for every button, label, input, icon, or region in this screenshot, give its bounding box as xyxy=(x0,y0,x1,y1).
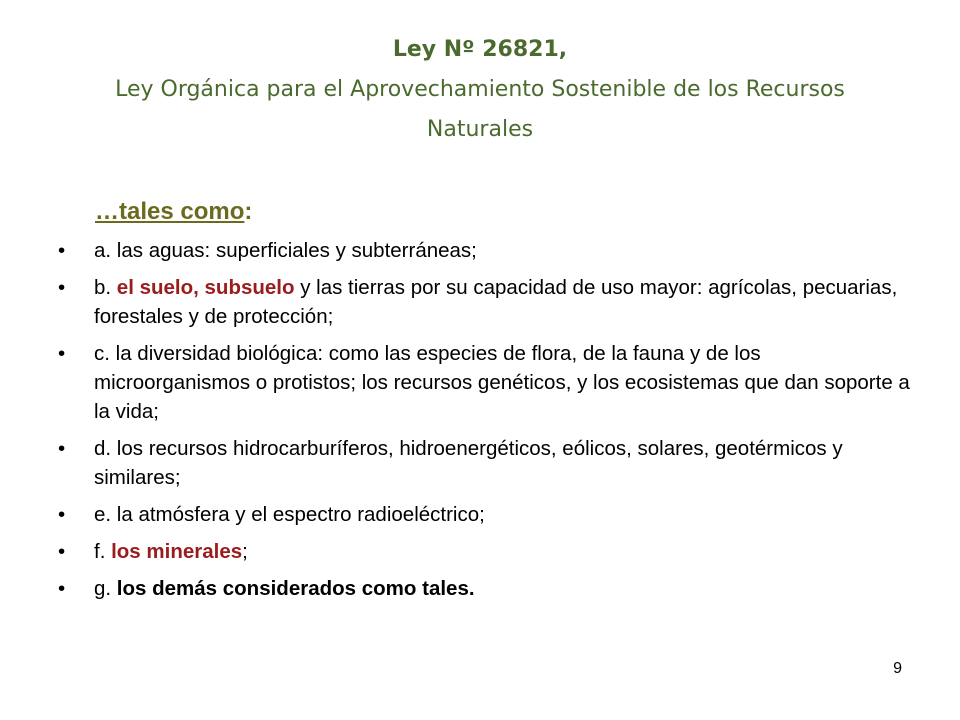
item-highlight: los minerales xyxy=(111,540,243,563)
list-item xyxy=(58,339,918,426)
subheading-text: …tales como xyxy=(95,198,245,225)
bullet-icon: • xyxy=(58,540,66,563)
list-item xyxy=(58,273,918,331)
item-highlight: el suelo, subsuelo xyxy=(116,276,295,299)
bullet-icon: • xyxy=(58,577,66,600)
item-text: d. los recursos hidrocarburíferos, hidroenergéticos, eólicos, solares, geotérmicos y similares; xyxy=(94,437,843,489)
item-prefix: f. xyxy=(94,540,112,563)
item-text: c. la diversidad biológica: como las especies de flora, de la fauna y de los microorganismos o protistos; los recursos genéticos, y los ecosistemas que dan soporte a la vida; xyxy=(94,342,910,423)
item-text: a. las aguas: superficiales y subterráneas; xyxy=(94,239,477,262)
subheading xyxy=(95,198,252,226)
list-item xyxy=(58,500,918,529)
item-prefix: b. xyxy=(94,276,117,299)
bullet-icon: • xyxy=(58,276,66,299)
item-text: e. la atmósfera y el espectro radioeléctrico; xyxy=(94,503,485,526)
subheading-colon: : xyxy=(244,198,253,225)
item-rest: y las tierras por su capacidad de uso mayor: agrícolas, pecuarias, forestales y de protección; xyxy=(94,276,898,328)
list-item xyxy=(58,537,918,566)
bullet-icon: • xyxy=(58,503,66,526)
item-bold: los demás considerados como tales. xyxy=(116,577,475,600)
title-law-number: Ley Nº 26821, xyxy=(392,37,568,62)
page-number: 9 xyxy=(893,660,902,677)
list-item xyxy=(58,236,918,265)
resource-list xyxy=(58,236,918,611)
bullet-icon: • xyxy=(58,342,66,365)
bullet-icon: • xyxy=(58,437,66,460)
title-law-name: Ley Orgánica para el Aprovechamiento Sostenible de los Recursos Naturales xyxy=(115,77,845,142)
list-item xyxy=(58,574,918,603)
item-prefix: g. xyxy=(94,577,117,600)
item-rest: ; xyxy=(242,540,248,563)
slide-title xyxy=(60,30,900,150)
bullet-icon: • xyxy=(58,239,66,262)
list-item xyxy=(58,434,918,492)
